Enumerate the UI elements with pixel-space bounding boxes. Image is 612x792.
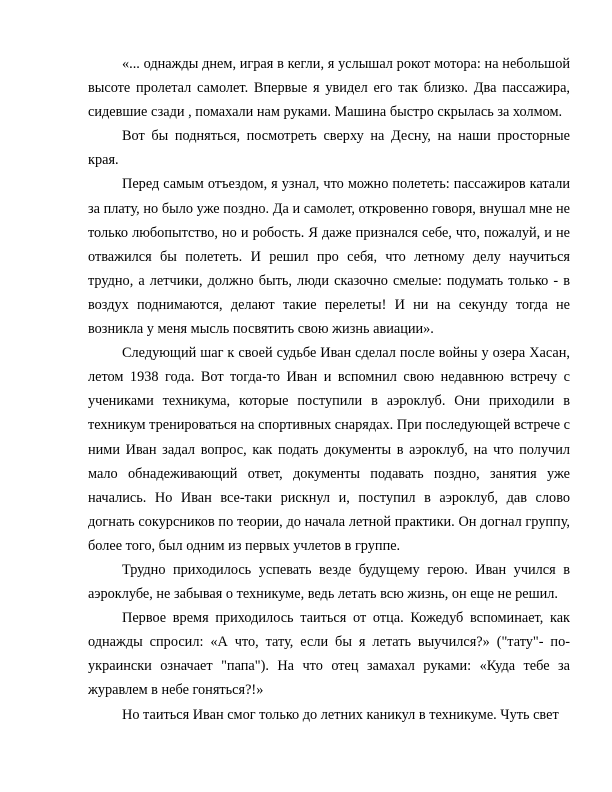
paragraph: Трудно приходилось успевать везде будущему герою. Иван учился в аэроклубе, не забывая о техникуме, ведь летать всю жизнь, он еще не решил. [88, 561, 570, 603]
document-page [88, 52, 570, 727]
paragraph: Но таиться Иван смог только до летних каникул в техникуме. Чуть свет [122, 706, 559, 723]
paragraph: Первое время приходилось таиться от отца. Кожедуб вспоминает, как однажды спросил: «А что, тату, если бы я летать выучился?» ("тату"- по-украински означает "папа"). На что отец замахал руками: «Куда тебе за журавлем в небе гоняться?!» [88, 610, 570, 699]
paragraph: «... однажды днем, играя в кегли, я услышал рокот мотора: на небольшой высоте пролетал самолет. Впервые я увидел его так близко. Два пассажира, сидевшие сзади , помахали нам руками. Машина быстро скрылась за холмом. [88, 56, 570, 121]
paragraph: Следующий шаг к своей судьбе Иван сделал после войны у озера Хасан, летом 1938 года. Вот тогда-то Иван и вспомнил свою недавнюю встречу с учениками техникума, которые поступили в аэроклуб. Они приходили в техникум тренироваться на спортивных снарядах. При последующей встрече с ними Иван задал вопрос, как подать документы в аэроклуб, на что получил мало обнадеживающий ответ, документы подавать поздно, занятия уже начались. Но Иван все-таки рискнул и, поступил в аэроклуб, дав слово догнать сокурсников по теории, до начала летной практики. Он догнал группу, более того, был одним из первых учлетов в группе. [88, 345, 570, 554]
paragraph: Вот бы подняться, посмотреть сверху на Десну, на наши просторные края. [88, 128, 570, 169]
paragraph: Перед самым отъездом, я узнал, что можно полететь: пассажиров катали за плату, но было уже поздно. Да и самолет, откровенно говоря, внушал мне не только любопытство, но и робость. Я даже признался себе, что, пожалуй, и не отважился бы полететь. И решил про себя, что летному делу научиться трудно, а летчики, должно быть, люди сказочно смелые: подумать только - в воздух поднимаются, делают такие перелеты! И ни на секунду тогда не возникла у меня мысль посвятить свою жизнь авиации». [88, 176, 570, 338]
